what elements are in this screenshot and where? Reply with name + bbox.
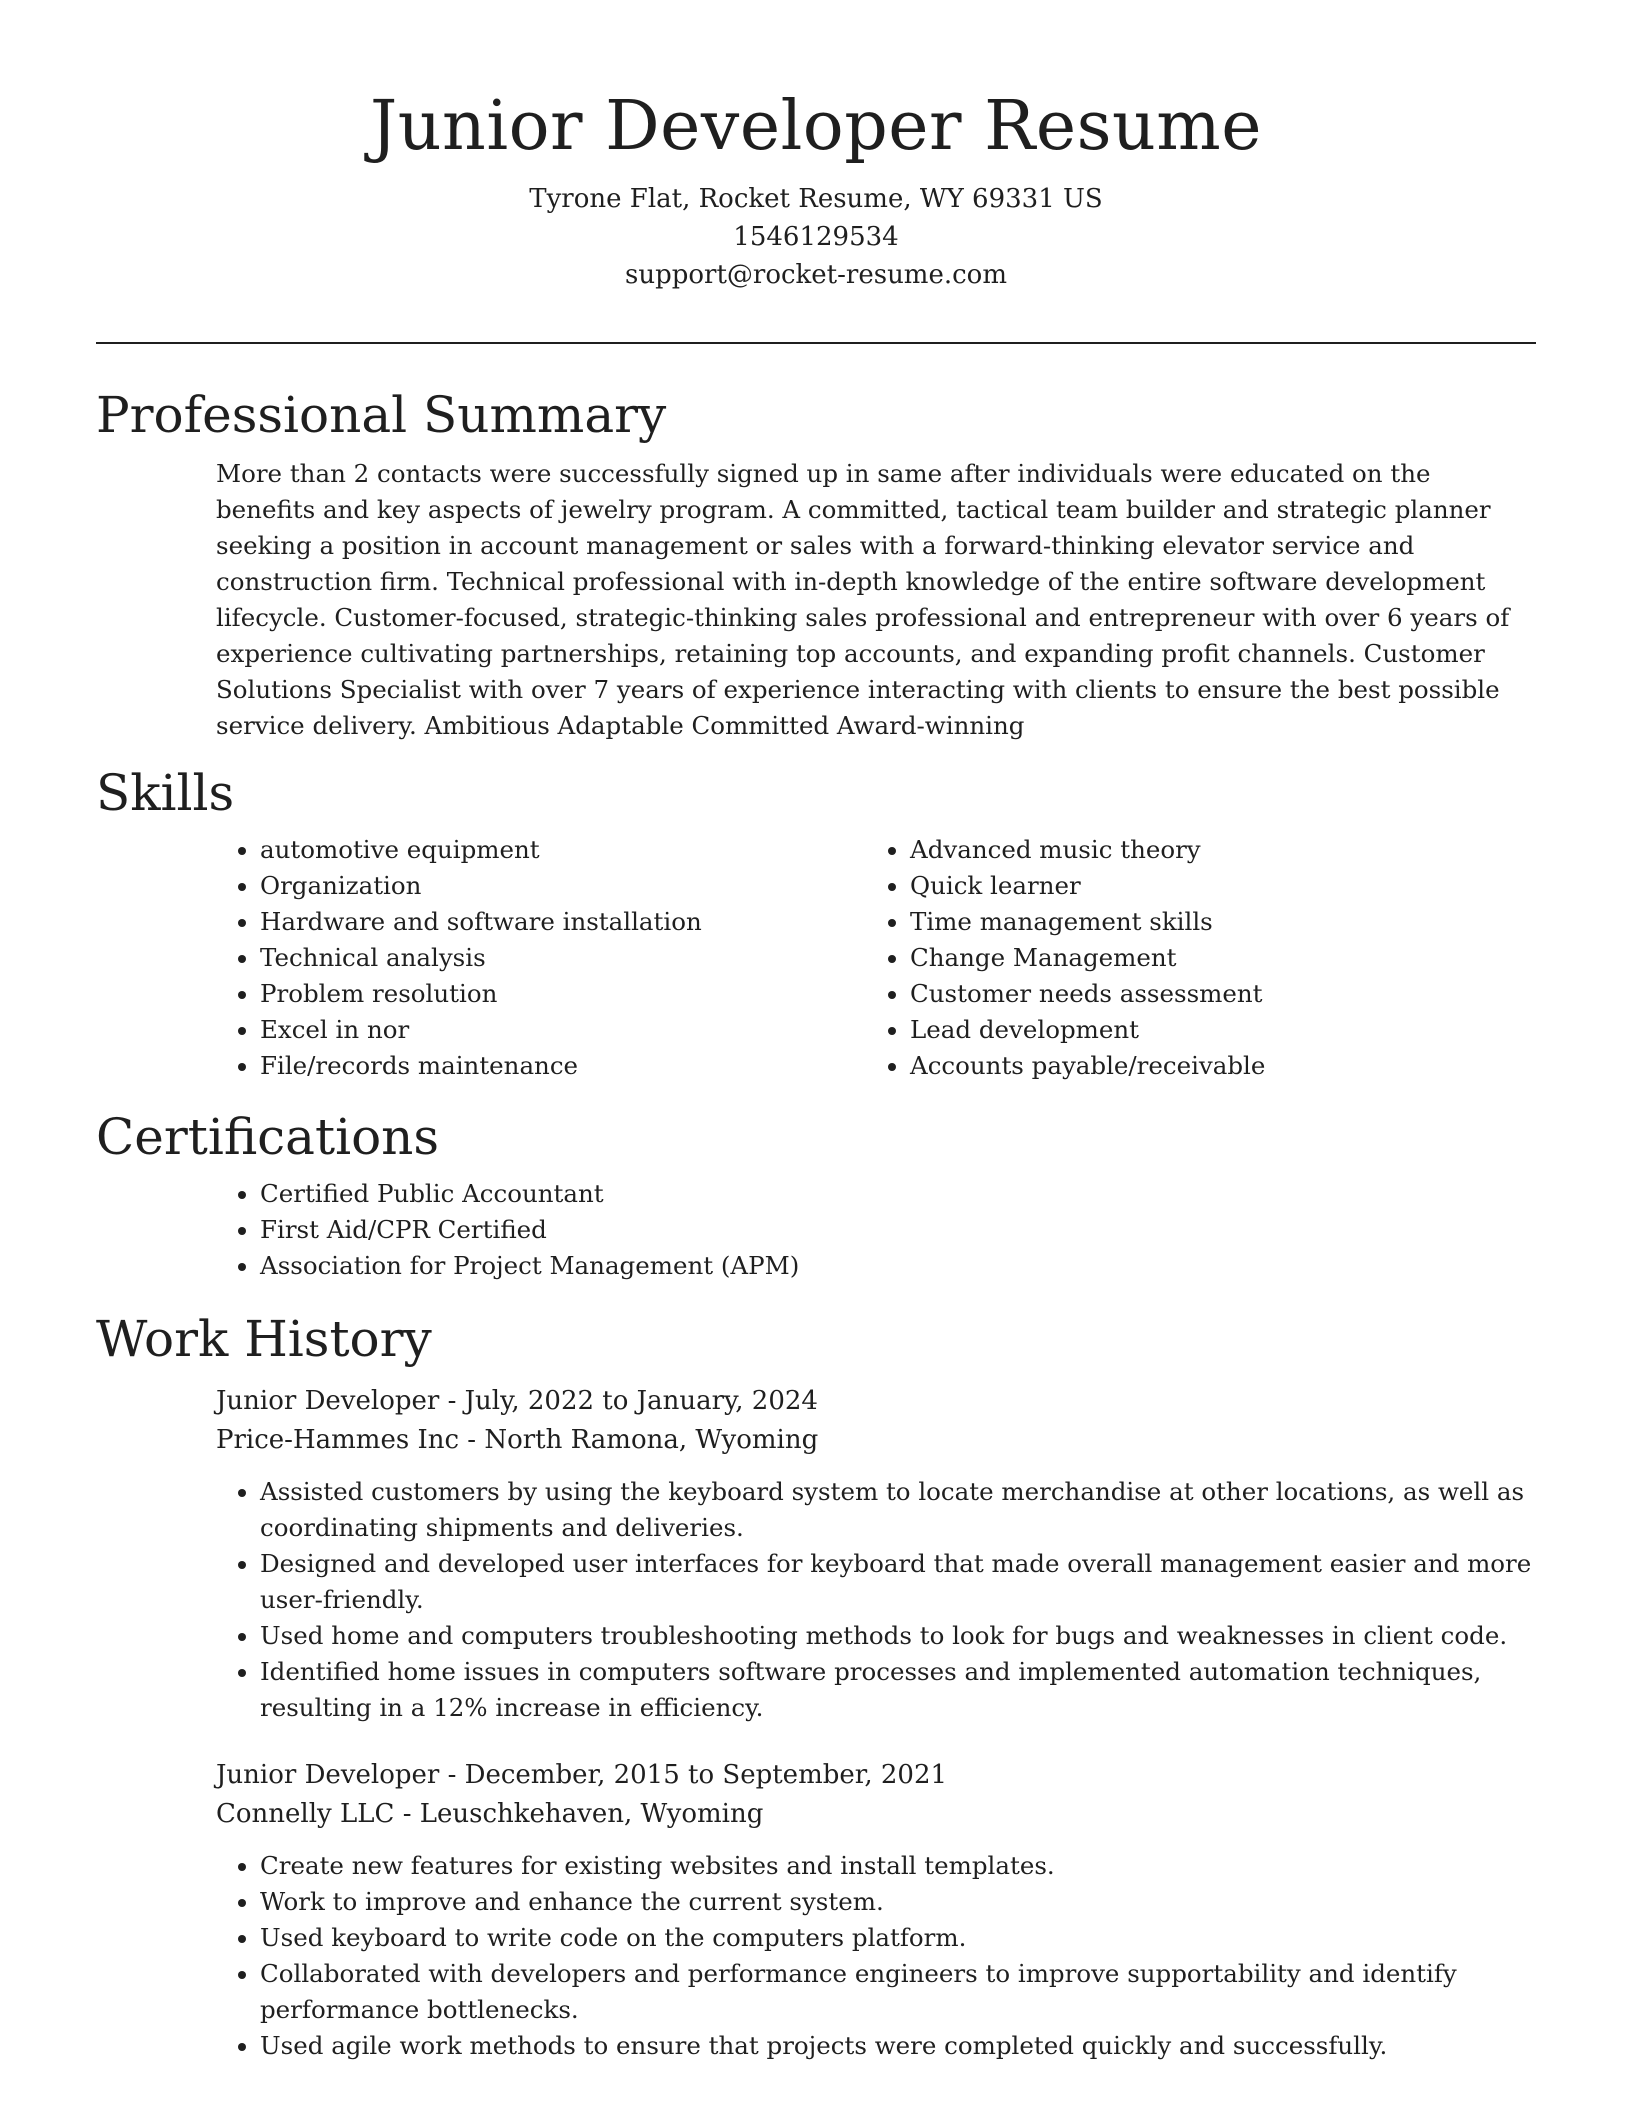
section-heading-summary: Professional Summary: [96, 386, 667, 444]
list-item: • Identified home issues in computers software processes and implemented automation techniques, resulting in a 12% increase in efficiency.: [260, 1654, 1536, 1726]
list-item: • File/records maintenance: [260, 1048, 866, 1084]
list-item: • Organization: [260, 868, 866, 904]
skills-list-right: [866, 832, 1516, 1084]
certifications-list: [216, 1176, 1536, 1284]
list-item: • Work to improve and enhance the current system.: [260, 1884, 1536, 1920]
job-title-dates: Junior Developer - December, 2015 to September, 2021: [216, 1760, 948, 1790]
job-bullet-list: [216, 1474, 1536, 1726]
contact-phone: 1546129534: [733, 222, 899, 252]
skills-column-left: [216, 828, 866, 1084]
list-item: • Excel in nor: [260, 1012, 866, 1048]
list-item: • Advanced music theory: [910, 832, 1516, 868]
list-item: • Change Management: [910, 940, 1516, 976]
list-item: • Collaborated with developers and performance engineers to improve supportability and identify performance bottlenecks.: [260, 1956, 1536, 2028]
work-history-section: [96, 1304, 1536, 2064]
list-item: • Create new features for existing websites and install templates.: [260, 1848, 1536, 1884]
list-item: • Hardware and software installation: [260, 904, 866, 940]
skills-columns: [216, 828, 1536, 1084]
section-heading-work-history: Work History: [96, 1310, 432, 1368]
list-item: • Used keyboard to write code on the computers platform.: [260, 1920, 1536, 1956]
job-company-location: Connelly LLC - Leuschkehaven, Wyoming: [216, 1799, 764, 1829]
skills-list-left: [216, 832, 866, 1084]
section-heading-certifications: Certifications: [96, 1108, 440, 1166]
list-item: • Accounts payable/receivable: [910, 1048, 1516, 1084]
job-entry: [216, 1382, 1536, 1726]
list-item: • Quick learner: [910, 868, 1516, 904]
list-item: • Used agile work methods to ensure that projects were completed quickly and successfully.: [260, 2028, 1536, 2064]
summary-text: More than 2 contacts were successfully signed up in same after individuals were educated on the benefits and key aspects of jewelry program. A committed, tactical team builder and strategic planner seeking a position in account management or sales with a forward-thinking elevator service and construction firm. Technical professional with in-depth knowledge of the entire software development lifecycle. Customer-focused, strategic-thinking sales professional and entrepreneur with over 6 years of experience cultivating partnerships, retaining top accounts, and expanding profit channels. Customer Solutions Specialist with over 7 years of experience interacting with clients to ensure the best possible service delivery. Ambitious Adaptable Committed Award-winning: [216, 459, 1510, 740]
certifications-section: [96, 1102, 1536, 1284]
list-item: • Technical analysis: [260, 940, 866, 976]
skills-section: [96, 758, 1536, 1084]
job-title-dates: Junior Developer - July, 2022 to January, 2024: [216, 1386, 818, 1416]
list-item: • Certified Public Accountant: [260, 1176, 1536, 1212]
job-bullet-list: [216, 1848, 1536, 2064]
section-heading-skills: Skills: [96, 764, 235, 822]
job-entry: [216, 1756, 1536, 2064]
contact-email: support@rocket-resume.com: [624, 260, 1007, 290]
list-item: • Assisted customers by using the keyboard system to locate merchandise at other locations, as well as coordinating shipments and deliveries.: [260, 1474, 1536, 1546]
list-item: • automotive equipment: [260, 832, 866, 868]
resume-body: [96, 380, 1536, 2064]
list-item: • Problem resolution: [260, 976, 866, 1012]
job-company-location: Price-Hammes Inc - North Ramona, Wyoming: [216, 1425, 819, 1455]
list-item: • Time management skills: [910, 904, 1516, 940]
list-item: • Designed and developed user interfaces for keyboard that made overall management easier and more user-friendly.: [260, 1546, 1536, 1618]
header-divider: [96, 342, 1536, 344]
skills-column-right: [866, 828, 1516, 1084]
list-item: • Used home and computers troubleshooting methods to look for bugs and weaknesses in client code.: [260, 1618, 1536, 1654]
contact-address: Tyrone Flat, Rocket Resume, WY 69331 US: [529, 184, 1103, 214]
resume-header: [96, 82, 1536, 294]
list-item: • Customer needs assessment: [910, 976, 1516, 1012]
list-item: • Association for Project Management (APM): [260, 1248, 1536, 1284]
list-item: • First Aid/CPR Certified: [260, 1212, 1536, 1248]
list-item: • Lead development: [910, 1012, 1516, 1048]
page-title: Junior Developer Resume: [369, 87, 1262, 166]
professional-summary-section: [96, 380, 1536, 744]
